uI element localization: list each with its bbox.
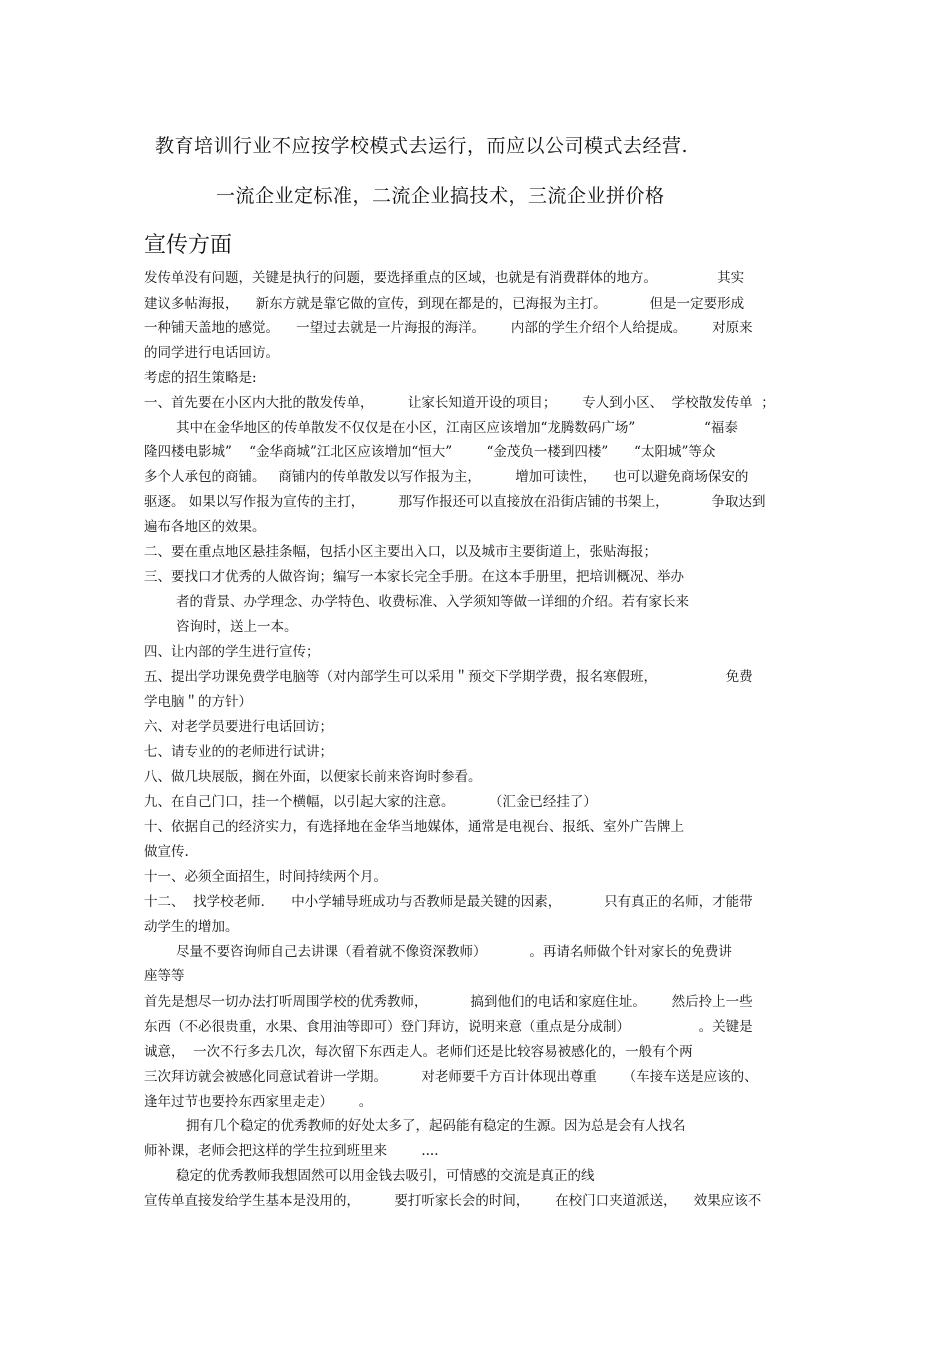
body-line: 一、首先要在小区内大批的散发传单， 让家长知道开设的项目； 专人到小区、 学校散发传单 ； (144, 395, 775, 411)
body-line: 东西（不必很贵重，水果、食用油等即可）登门拜访，说明来意（重点是分成制） 。关键是 (144, 1019, 753, 1035)
body-line: 四、让内部的学生进行宣传； (144, 644, 320, 660)
body-line: 六、对老学员要进行电话回访； (144, 719, 333, 735)
body-line: 遍布各地区的效果。 (144, 519, 266, 535)
body-line: 稳定的优秀教师我想固然可以用金钱去吸引，可情感的交流是真正的线 (176, 1168, 595, 1184)
section-heading: 宣传方面 (144, 233, 233, 258)
body-line: 多个人承包的商铺。 商铺内的传单散发以写作报为主， 增加可读性， 也可以避免商场保安的 (144, 469, 749, 485)
body-line: 驱逐。 如果以写作报为宣传的主打， 那写作报还可以直接放在沿街店铺的书架上， 争取达到 (144, 494, 766, 510)
body-line: 发传单没有问题，关键是执行的问题，要选择重点的区域，也就是有消费群体的地方。 其实 (144, 270, 745, 286)
body-line: 七、请专业的的老师进行试讲； (144, 744, 333, 760)
body-line: 二、要在重点地区悬挂条幅，包括小区主要出入口，以及城市主要街道上，张贴海报； (144, 544, 657, 560)
body-line: 十二、 找学校老师． 中小学辅导班成功与否教师是最关键的因素， 只有真正的名师，才能带 (144, 894, 753, 910)
body-line: 三、要找口才优秀的人做咨询；编写一本家长完全手册。在这本手册里，把培训概况、举办 (144, 569, 684, 585)
body-line: 学电脑＂的方针） (144, 694, 252, 710)
body-line: 者的背景、办学理念、办学特色、收费标准、入学须知等做一详细的介绍。若有家长来 (176, 594, 689, 610)
body-line: 三次拜访就会被感化同意试着讲一学期。 对老师要千方百计体现出尊重 （车接车送是应该的、 (144, 1069, 758, 1085)
body-line: 拥有几个稳定的优秀教师的好处太多了，起码能有稳定的生源。因为总是会有人找名 (186, 1118, 686, 1134)
body-line: 建议多帖海报， 新东方就是靠它做的宣传，到现在都是的，已海报为主打。 但是一定要形成 (144, 296, 745, 312)
body-line: 尽量不要咨询师自己去讲课（看着就不像资深教师） 。再请名师做个针对家长的免费讲 (176, 944, 732, 960)
body-line: 九、在自己门口，挂一个横幅，以引起大家的注意。 （汇金已经挂了） (144, 794, 597, 810)
body-line: 座等等 (144, 968, 185, 984)
body-line: 的同学进行电话回访。 (144, 345, 279, 361)
body-line: 隆四楼电影城” “金华商城”江北区应该增加“恒大” “金茂负一楼到四楼” “太阳城”等众 (144, 444, 716, 460)
body-line: 做宣传. (144, 844, 189, 860)
body-line: 五、提出学功课免费学电脑等（对内部学生可以采用＂预交下学期学费，报名寒假班， 免费 (144, 669, 753, 685)
body-line: 师补课，老师会把这样的学生拉到班里来 .... (144, 1143, 439, 1159)
title-line-1: 教育培训行业不应按学校模式去运行，而应以公司模式去经营. (155, 135, 689, 157)
body-line: 八、做几块展版，搁在外面，以便家长前来咨询时参看。 (144, 769, 482, 785)
body-line: 诚意， 一次不行多去几次，每次留下东西走人。老师们还是比较容易被感化的，一般有个两 (144, 1044, 693, 1060)
body-line: 首先是想尽一切办法打听周围学校的优秀教师， 搞到他们的电话和家庭住址。 然后拎上一些 (144, 994, 753, 1010)
title-line-2: 一流企业定标准，二流企业搞技术，三流企业拼价格 (216, 185, 665, 207)
body-line: 咨询时，送上一本。 (176, 619, 298, 635)
body-line: 动学生的增加。 (144, 919, 239, 935)
body-line: 考虑的招生策略是: (144, 370, 257, 386)
body-line: 逢年过节也要拎东西家里走走） 。 (144, 1094, 373, 1110)
body-line: 其中在金华地区的传单散发不仅仅是在小区，江南区应该增加“龙腾数码广场” “福泰 (176, 420, 738, 436)
body-line: 十一、必须全面招生，时间持续两个月。 (144, 869, 387, 885)
body-line: 宣传单直接发给学生基本是没用的， 要打听家长会的时间， 在校门口夹道派送， 效果应该不 (144, 1193, 762, 1209)
body-line: 十、依据自己的经济实力，有选择地在金华当地媒体，通常是电视台、报纸、室外广告牌上 (144, 819, 684, 835)
body-line: 一种铺天盖地的感觉。 一望过去就是一片海报的海洋。 内部的学生介绍个人给提成。 对原来 (144, 320, 753, 336)
